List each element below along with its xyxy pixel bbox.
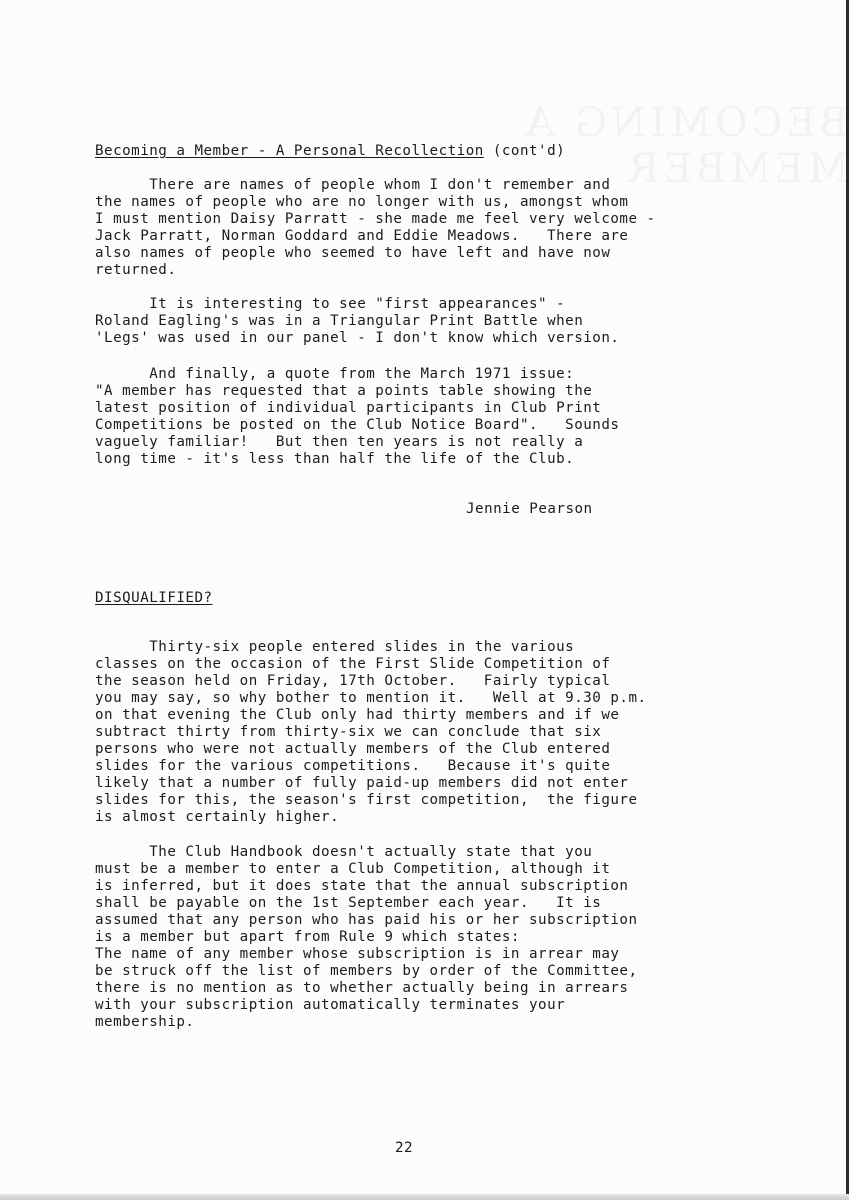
paragraph-club-handbook: The Club Handbook doesn't actually state that you must be a member to enter a Club Competition, although it is inferred, but it does state that the annual subscription shall be payable on the 1st September each year. It is assumed that any person who has paid his or her subscription is a member but apart from Rule 9 which states: The name of any member whose subscription is in arrear may be struck off the list of members by order of the Committee, there is no mention as to whether actually being in arrears with your subscription automatically terminates your membership. [95,844,638,1030]
section-heading-disqualified [95,590,745,607]
scan-edge-bottom [0,1194,849,1200]
section-heading-title-disqualified: DISQUALIFIED? [95,590,213,606]
page-number: 22 [394,1140,414,1156]
section-heading-title: Becoming a Member - A Personal Recollection [95,143,484,159]
paragraph-names: There are names of people whom I don't remember and the names of people who are no longer with us, amongst whom I must mention Daisy Parratt - she made me feel very welcome - Jack Parratt, Norman Goddard and Eddie Meadows. There are also names of people who seemed to have left and have now returned. [95,177,656,278]
author-signature: Jennie Pearson [466,501,593,517]
paragraph-slide-competition: Thirty-six people entered slides in the various classes on the occasion of the First Slide Competition of the season held on Friday, 17th October. Fairly typical you may say, so why bother to mention it. Well at 9.30 p.m. on that evening the Club only had thirty members and if we subtract thirty from thirty-six we can conclude that six persons who were not actually members of the Club entered slides for the various competitions. Because it's quite likely that a number of fully paid-up members did not enter slides for this, the season's first competition, the figure is almost certainly higher. [95,639,647,825]
paragraph-first-appearances: It is interesting to see "first appearances" - Roland Eagling's was in a Triangular Print Battle when 'Legs' was used in our panel - I don't know which version. [95,296,620,346]
paragraph-quote: And finally, a quote from the March 1971 issue: "A member has requested that a points table showing the latest position of individual participants in Club Print Competitions be posted on the Club Notice Board". Sounds vaguely familiar! But then ten years is not really a long time - it's less than half the life of the Club. [95,366,620,467]
section-heading-becoming-a-member [95,143,745,160]
section-heading-continued: (cont'd) [483,143,566,159]
